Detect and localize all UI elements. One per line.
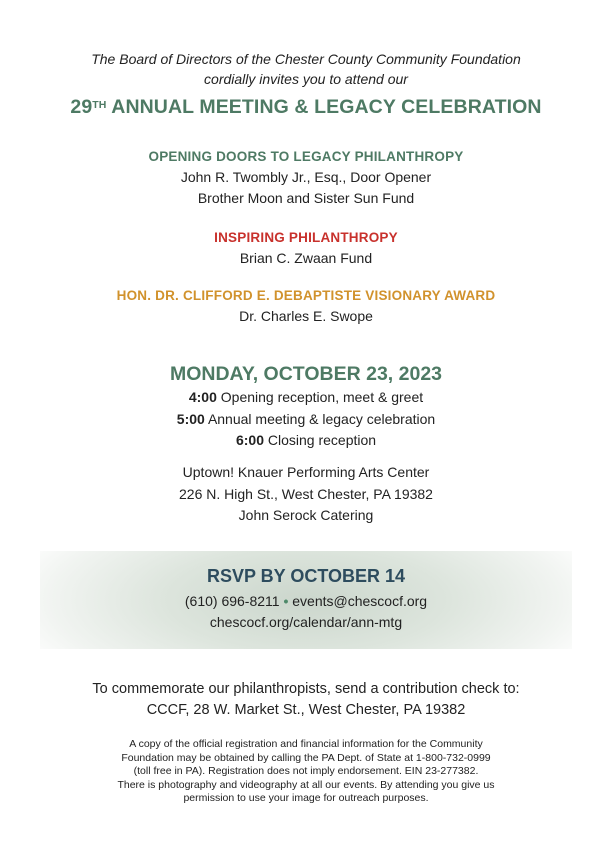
intro-line-1: The Board of Directors of the Chester County Community Foundation (91, 51, 521, 67)
title-suffix: TH (92, 99, 107, 111)
schedule-time: 5:00 (176, 410, 205, 427)
schedule-item (0, 409, 612, 431)
honor-heading: HON. DR. CLIFFORD E. DEBAPTISTE VISIONARY AWARD (116, 288, 496, 303)
rsvp-email[interactable]: events@chescocf.org (292, 593, 428, 609)
rsvp-contact (0, 591, 612, 612)
title-text: ANNUAL MEETING & LEGACY CELEBRATION (111, 96, 542, 118)
rsvp-url[interactable]: chescocf.org/calendar/ann-mtg (209, 614, 403, 630)
honor-line: John R. Twombly Jr., Esq., Door Opener (180, 169, 432, 185)
schedule-desc: Opening reception, meet & greet (220, 389, 424, 405)
disclaimer-line: permission to use your image for outreach purposes. (183, 792, 429, 805)
honor-line: Brian C. Zwaan Fund (239, 250, 373, 266)
honor-section-legacy (0, 149, 612, 209)
schedule-time: 4:00 (188, 389, 217, 405)
honor-heading: INSPIRING PHILANTHROPY (214, 230, 398, 245)
contribution-info (0, 679, 612, 721)
rsvp-phone[interactable]: (610) 696-8211 (184, 593, 280, 609)
rsvp-title: RSVP BY OCTOBER 14 (206, 566, 406, 586)
schedule-desc: Annual meeting & legacy celebration (207, 410, 436, 427)
schedule-desc: Closing reception (267, 432, 377, 448)
intro-line-2: cordially invites you to attend our (204, 71, 408, 87)
contribution-address: CCCF, 28 W. Market St., West Chester, PA 19382 (146, 702, 466, 718)
disclaimer-line: (toll free in PA). Registration does not imply endorsement. EIN 23-277382. (133, 765, 479, 778)
honor-section-visionary (0, 288, 612, 327)
honor-section-inspiring (0, 230, 612, 269)
disclaimer-line: There is photography and videography at all our events. By attending you give us (117, 778, 495, 791)
contribution-line-1: To commemorate our philanthropists, send a contribution check to: (92, 681, 520, 697)
rsvp-section (0, 566, 612, 633)
venue-caterer: John Serock Catering (238, 507, 374, 523)
venue-name: Uptown! Knauer Performing Arts Center (182, 464, 430, 480)
honor-heading: OPENING DOORS TO LEGACY PHILANTHROPY (148, 149, 464, 164)
event-title (0, 96, 612, 119)
disclaimer-line: A copy of the official registration and financial information for the Community (129, 738, 483, 750)
schedule-time: 6:00 (235, 432, 264, 448)
disclaimer (0, 738, 612, 806)
event-venue (0, 462, 612, 527)
schedule-item (0, 430, 612, 452)
bullet-separator: • (283, 593, 289, 609)
disclaimer-line: Foundation may be obtained by calling the PA Dept. of State at 1-800-732-0999 (121, 751, 491, 764)
event-schedule (0, 387, 612, 452)
venue-address: 226 N. High St., West Chester, PA 19382 (179, 485, 433, 502)
title-number: 29 (70, 96, 93, 118)
honor-line: Brother Moon and Sister Sun Fund (197, 190, 415, 206)
event-date: MONDAY, OCTOBER 23, 2023 (169, 363, 443, 385)
intro-text (0, 49, 612, 89)
honor-line: Dr. Charles E. Swope (239, 308, 373, 324)
schedule-item (0, 387, 612, 409)
